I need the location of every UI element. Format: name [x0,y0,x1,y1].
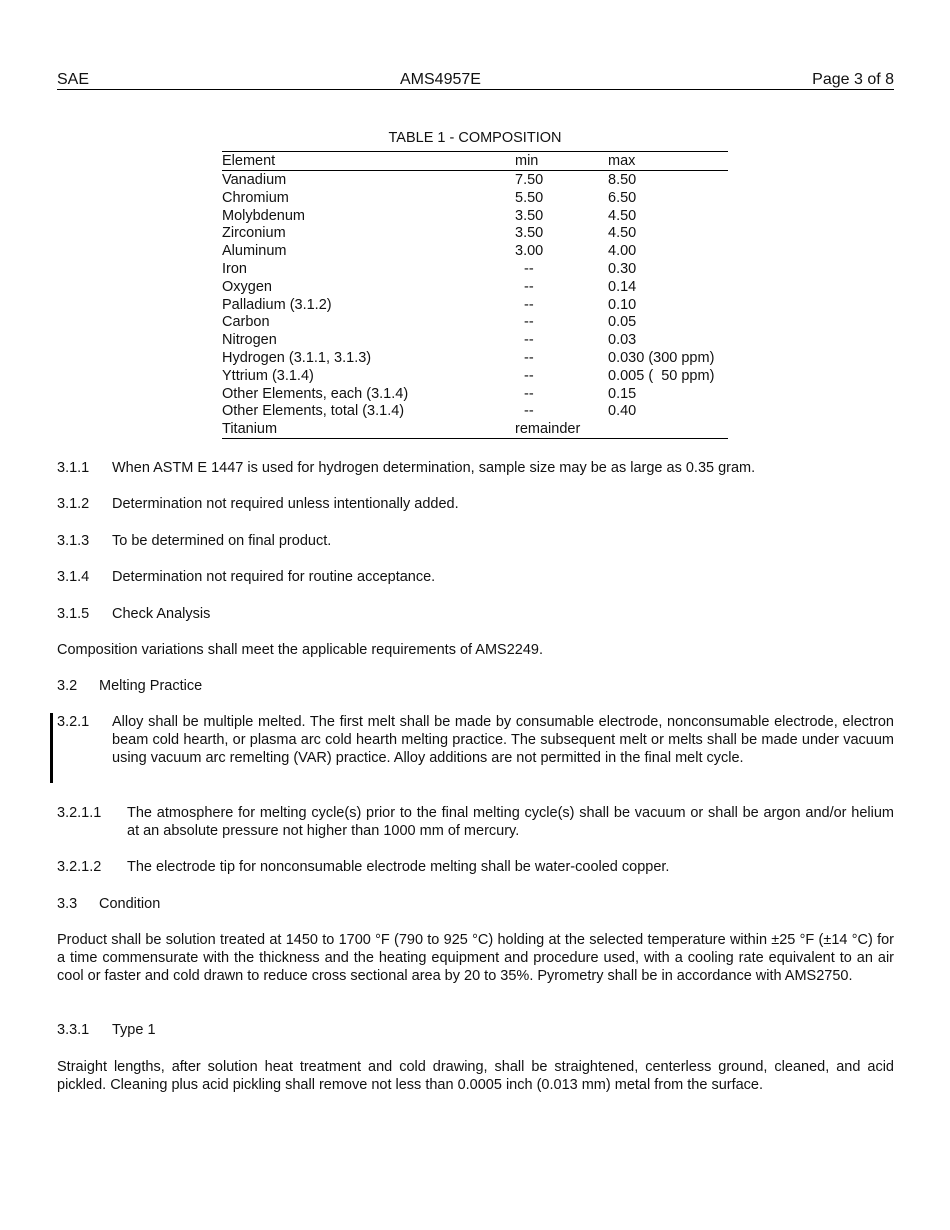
max-cell: 0.15 [608,385,637,402]
max-cell: 4.50 [608,207,637,224]
min-cell: -- [524,332,534,349]
table-row [222,242,728,260]
table-row [222,331,728,349]
table-row [222,171,728,189]
section-text: Determination not required unless intentionally added. [112,496,459,512]
element-cell: Chromium [222,189,289,206]
element-cell: Titanium [222,421,278,438]
section-text: To be determined on final product. [112,533,332,549]
column-header-element: Element [222,153,276,169]
min-cell: -- [524,385,534,402]
header-page-number: Page 3 of 8 [812,71,894,88]
table-row [222,385,728,403]
element-cell: Yttrium (3.1.4) [222,367,314,384]
max-cell: 0.10 [608,296,637,313]
max-cell: 0.03 [608,332,637,349]
section-3-3-1 [57,1021,894,1039]
section-number: 3.1.3 [57,533,90,549]
section-3-2-1-1 [57,804,894,842]
section-3-1-3 [57,532,894,550]
min-cell: -- [524,278,534,295]
min-cell: -- [524,367,534,384]
section-text: Alloy shall be multiple melted. The first melt shall be made by consumable electrode, nonconsumable electrode, electron beam cold hearth, or plasma arc cold hearth melting practice. The subsequent melt or melts shall be made under vacuum using vacuum arc remelting (VAR) practice. Alloy additions are not permitted in the final melt cycle. [112,714,894,766]
section-number: 3.2.1.2 [57,859,102,875]
max-cell: 4.50 [608,225,637,242]
section-text: Determination not required for routine acceptance. [112,569,436,585]
section-3-1-1 [57,459,894,477]
section-3-2 [57,677,894,695]
section-text: The atmosphere for melting cycle(s) prior to the final melting cycle(s) shall be vacuum or shall be argon and/or helium at an absolute pressure not higher than 1000 mm of mercury. [127,805,894,839]
max-cell: 0.40 [608,403,637,420]
max-cell: 0.05 [608,314,637,331]
min-cell: 3.00 [515,243,544,260]
min-cell: -- [524,349,534,366]
section-number: 3.3 [57,896,78,912]
section-number: 3.1.5 [57,606,90,622]
max-cell: 0.30 [608,260,637,277]
min-cell: -- [524,314,534,331]
element-cell: Carbon [222,314,270,331]
section-3-1-4 [57,568,894,586]
element-cell: Other Elements, each (3.1.4) [222,385,409,402]
element-cell: Zirconium [222,225,286,242]
section-number: 3.1.4 [57,569,90,585]
element-cell: Oxygen [222,278,272,295]
table-title: TABLE 1 - COMPOSITION [388,130,562,146]
table-row [222,313,728,331]
table-header-row [222,151,728,171]
section-heading: Type 1 [112,1022,156,1038]
element-cell: Nitrogen [222,332,277,349]
table-row [222,207,728,225]
element-cell: Molybdenum [222,207,306,224]
min-cell: -- [524,260,534,277]
min-cell: -- [524,296,534,313]
page-header [57,70,894,90]
min-cell: remainder [515,421,581,438]
table-row [222,420,728,439]
section-3-1-2 [57,495,894,513]
max-cell: 8.50 [608,172,637,188]
min-cell: 3.50 [515,207,544,224]
table-row [222,296,728,314]
paragraph-condition: Product shall be solution treated at 1450 to 1700 °F (790 to 925 °C) holding at the selected temperature within ±25 °F (±14 °C) for a time commensurate with the thickness and the heating equipment and procedure used, with a cooling rate equivalent to an air cool or faster and cold drawn to reduce cross sectional area by 20 to 35%. Pyrometry shall be in accordance with AMS2750. [57,932,894,984]
table-row [222,349,728,367]
element-cell: Other Elements, total (3.1.4) [222,403,405,420]
max-cell: 0.14 [608,278,637,295]
section-3-2-1 [57,713,894,787]
max-cell: 4.00 [608,243,637,260]
element-cell: Iron [222,260,247,277]
min-cell: 3.50 [515,225,544,242]
min-cell: 5.50 [515,189,544,206]
section-heading: Check Analysis [112,606,211,622]
table-body [222,171,728,439]
column-header-min: min [515,153,539,169]
table-row [222,278,728,296]
section-number: 3.1.2 [57,496,90,512]
min-cell: 7.50 [515,172,544,188]
table-row [222,260,728,278]
element-cell: Palladium (3.1.2) [222,296,332,313]
paragraph-composition: Composition variations shall meet the applicable requirements of AMS2249. [57,642,544,658]
element-cell: Vanadium [222,172,287,188]
max-cell: 0.005 ( 50 ppm) [608,367,715,384]
section-number: 3.1.1 [57,460,90,476]
max-cell: 6.50 [608,189,637,206]
header-doc-number: AMS4957E [400,71,481,88]
section-3-2-1-2 [57,858,894,876]
header-org: SAE [57,71,90,88]
revision-change-bar [50,713,53,783]
table-row [222,189,728,207]
max-cell: 0.030 (300 ppm) [608,349,715,366]
section-text: The electrode tip for nonconsumable electrode melting shall be water-cooled copper. [127,859,670,875]
section-heading: Melting Practice [99,678,203,694]
section-number: 3.2.1 [57,714,90,730]
paragraph-type-1: Straight lengths, after solution heat treatment and cold drawing, shall be straightened, centerless ground, cleaned, and acid pickled. Cleaning plus acid pickling shall remove not less than 0.0005 inch (0.013 mm) metal from the surface. [57,1059,894,1093]
element-cell: Hydrogen (3.1.1, 3.1.3) [222,349,372,366]
section-text: When ASTM E 1447 is used for hydrogen determination, sample size may be as large as 0.35 gram. [112,460,756,476]
table-row [222,367,728,385]
section-heading: Condition [99,896,161,912]
table-row [222,402,728,420]
section-number: 3.3.1 [57,1022,90,1038]
table-row [222,224,728,242]
section-number: 3.2 [57,678,78,694]
section-3-1-5 [57,605,894,623]
composition-table [222,151,728,439]
section-3-3 [57,895,894,913]
section-number: 3.2.1.1 [57,805,102,821]
min-cell: -- [524,403,534,420]
column-header-max: max [608,153,636,169]
element-cell: Aluminum [222,243,287,260]
